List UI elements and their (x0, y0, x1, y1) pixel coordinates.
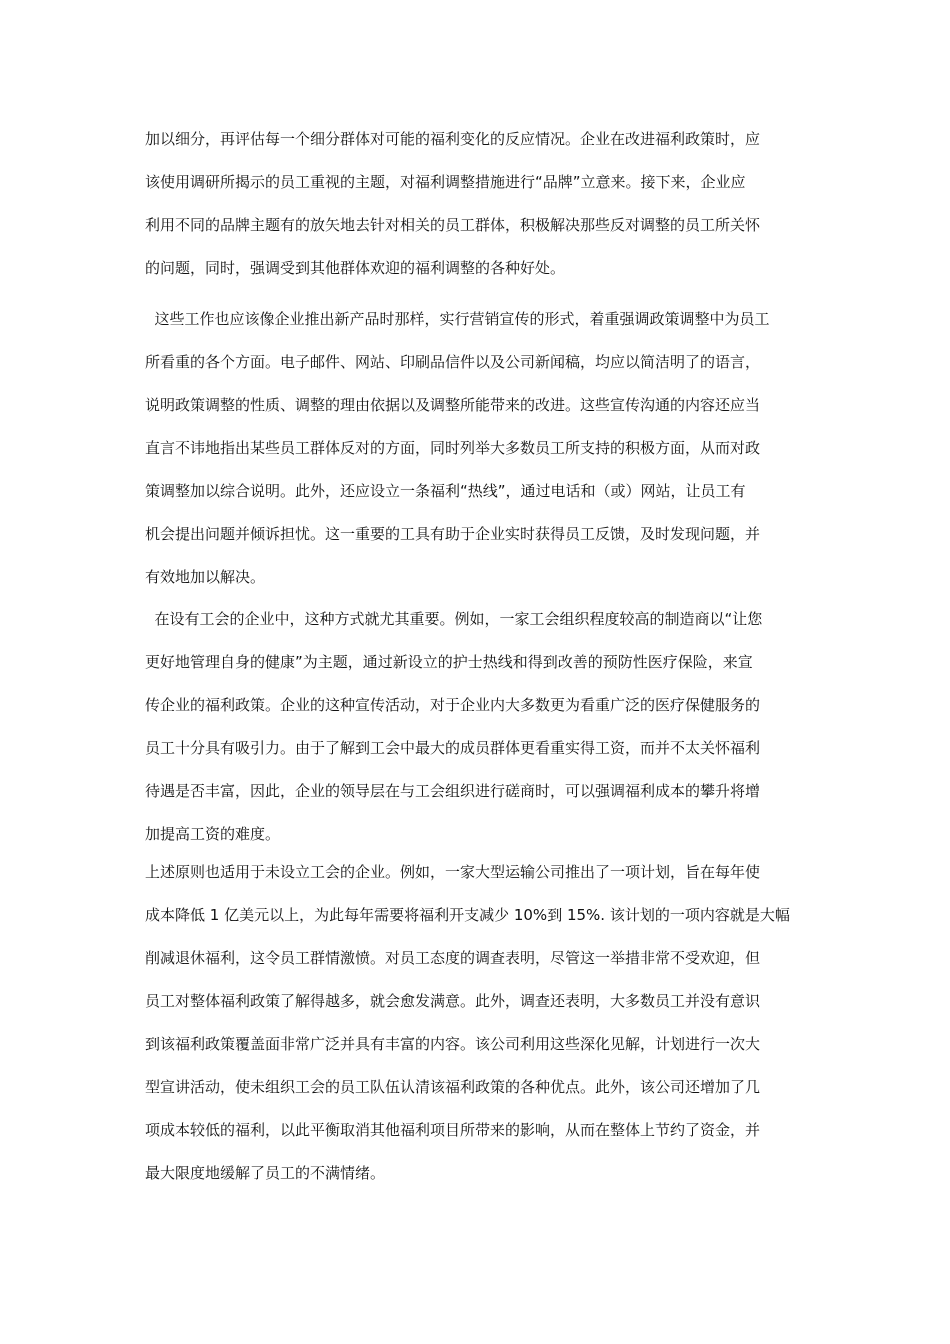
paragraph-line: 加提高工资的难度。 (145, 825, 281, 843)
paragraph-line: 削减退休福利，这令员工群情激愤。对员工态度的调查表明，尽管这一举措非常不受欢迎，但 (145, 949, 761, 967)
paragraph-line: 所看重的各个方面。电子邮件、网站、印刷品信件以及公司新闻稿，均应以简洁明了的语言， (145, 353, 761, 371)
paragraph-line: 传企业的福利政策。企业的这种宣传活动，对于企业内大多数更为看重广泛的医疗保健服务的 (145, 696, 761, 714)
paragraph-line: 这些工作也应该像企业推出新产品时那样，实行营销宣传的形式，着重强调政策调整中为员工 (145, 310, 770, 328)
paragraph-line: 利用不同的品牌主题有的放矢地去针对相关的员工群体，积极解决那些反对调整的员工所关怀 (145, 216, 761, 234)
paragraph-3 (145, 598, 805, 856)
paragraph-line: 上述原则也适用于未设立工会的企业。例如，一家大型运输公司推出了一项计划，旨在每年使 (145, 863, 761, 881)
paragraph-line: 的问题，同时，强调受到其他群体欢迎的福利调整的各种好处。 (145, 259, 566, 277)
paragraph-line: 机会提出问题并倾诉担忧。这一重要的工具有助于企业实时获得员工反馈，及时发现问题，并 (145, 525, 761, 543)
paragraph-line: 在设有工会的企业中，这种方式就尤其重要。例如，一家工会组织程度较高的制造商以“让您 (145, 610, 763, 628)
paragraph-line: 项成本较低的福利，以此平衡取消其他福利项目所带来的影响，从而在整体上节约了资金，并 (145, 1121, 761, 1139)
paragraph-line: 员工对整体福利政策了解得越多，就会愈发满意。此外，调查还表明，大多数员工并没有意识 (145, 992, 761, 1010)
paragraph-line: 待遇是否丰富，因此，企业的领导层在与工会组织进行磋商时，可以强调福利成本的攀升将增 (145, 782, 761, 800)
paragraph-line: 策调整加以综合说明。此外，还应设立一条福利“热线”，通过电话和（或）网站，让员工有 (145, 482, 746, 500)
paragraph-2 (145, 298, 805, 599)
paragraph-line: 该使用调研所揭示的员工重视的主题，对福利调整措施进行“品牌”立意来。接下来，企业应 (145, 173, 746, 191)
paragraph-line: 到该福利政策覆盖面非常广泛并具有丰富的内容。该公司利用这些深化见解，计划进行一次大 (145, 1035, 761, 1053)
paragraph-line: 加以细分，再评估每一个细分群体对可能的福利变化的反应情况。企业在改进福利政策时，应 (145, 130, 761, 148)
paragraph-line: 员工十分具有吸引力。由于了解到工会中最大的成员群体更看重实得工资，而并不太关怀福利 (145, 739, 761, 757)
paragraph-line: 有效地加以解决。 (145, 568, 266, 586)
paragraph-line: 最大限度地缓解了员工的不满情绪。 (145, 1164, 386, 1182)
paragraph-4 (145, 851, 805, 1195)
paragraph-line: 成本降低 1 亿美元以上，为此每年需要将福利开支减少 10%到 15%. 该计划的一项内容就是大幅 (145, 906, 790, 924)
paragraph-line: 型宣讲活动，使未组织工会的员工队伍认清该福利政策的各种优点。此外，该公司还增加了几 (145, 1078, 761, 1096)
paragraph-line: 更好地管理自身的健康”为主题，通过新设立的护士热线和得到改善的预防性医疗保险，来宣 (145, 653, 753, 671)
paragraph-line: 直言不讳地指出某些员工群体反对的方面，同时列举大多数员工所支持的积极方面，从而对政 (145, 439, 761, 457)
paragraph-1 (145, 118, 805, 290)
paragraph-line: 说明政策调整的性质、调整的理由依据以及调整所能带来的改进。这些宣传沟通的内容还应当 (145, 396, 761, 414)
